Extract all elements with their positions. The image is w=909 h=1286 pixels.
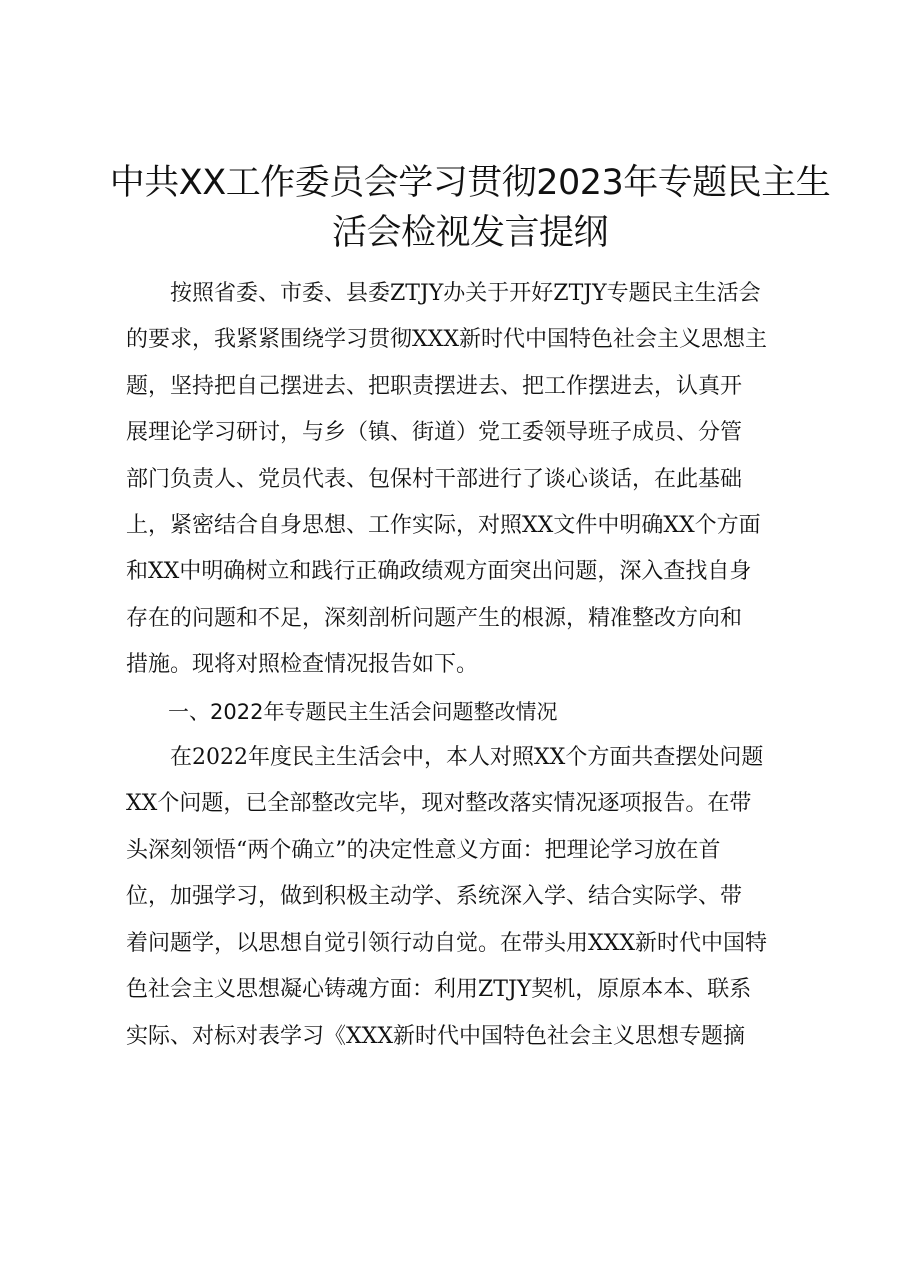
paragraph-line: 上，紧密结合自身思想、工作实际，对照XX文件中明确XX个方面 [126,513,761,539]
paragraph-line: XX个问题，已全部整改完毕，现对整改落实情况逐项报告。在带 [126,791,752,817]
paragraph-line: 部门负责人、党员代表、包保村干部进行了谈心谈话，在此基础 [126,466,743,492]
paragraph-line: 按照省委、市委、县委ZTJY办关于开好ZTJY专题民主生活会 [126,281,761,306]
paragraph-line: 存在的问题和不足，深刻剖析问题产生的根源，精准整改方向和 [126,605,743,631]
paragraph-line: 位，加强学习，做到积极主动学、系统深入学、结合实际学、带 [126,884,743,910]
document-body [126,271,816,1060]
paragraph-line: 和XX中明确树立和践行正确政绩观方面突出问题，深入查找自身 [126,559,752,585]
intro-paragraph [126,271,816,689]
title-line: 活会检视发言提纲 [331,213,608,253]
paragraph-line: 措施。现将对照检查情况报告如下。 [126,652,479,678]
paragraph-line: 展理论学习研讨，与乡（镇、街道）党工委领导班子成员、分管 [126,420,743,446]
paragraph-line: 的要求，我紧紧围绕学习贯彻XXX新时代中国特色社会主义思想主 [126,327,767,353]
paragraph-line: 题，坚持把自己摆进去、把职责摆进去、把工作摆进去，认真开 [126,373,743,399]
section-heading: 一、2022年专题民主生活会问题整改情况 [126,699,558,724]
paragraph-line: 实际、对标对表学习《XXX新时代中国特色社会主义思想专题摘 [126,1023,745,1049]
paragraph-line: 头深刻领悟“两个确立”的决定性意义方面：把理论学习放在首 [126,837,721,863]
paragraph-line: 在2022年度民主生活会中，本人对照XX个方面共查摆处问题 [126,745,764,771]
document-title [100,158,840,258]
title-line: 中共XX工作委员会学习贯彻2023年专题民主生 [109,163,831,203]
section-paragraph [126,735,816,1060]
paragraph-line: 着问题学，以思想自觉引领行动自觉。在带头用XXX新时代中国特 [126,930,767,956]
paragraph-line: 色社会主义思想凝心铸魂方面：利用ZTJY契机，原原本本、联系 [126,977,752,1003]
